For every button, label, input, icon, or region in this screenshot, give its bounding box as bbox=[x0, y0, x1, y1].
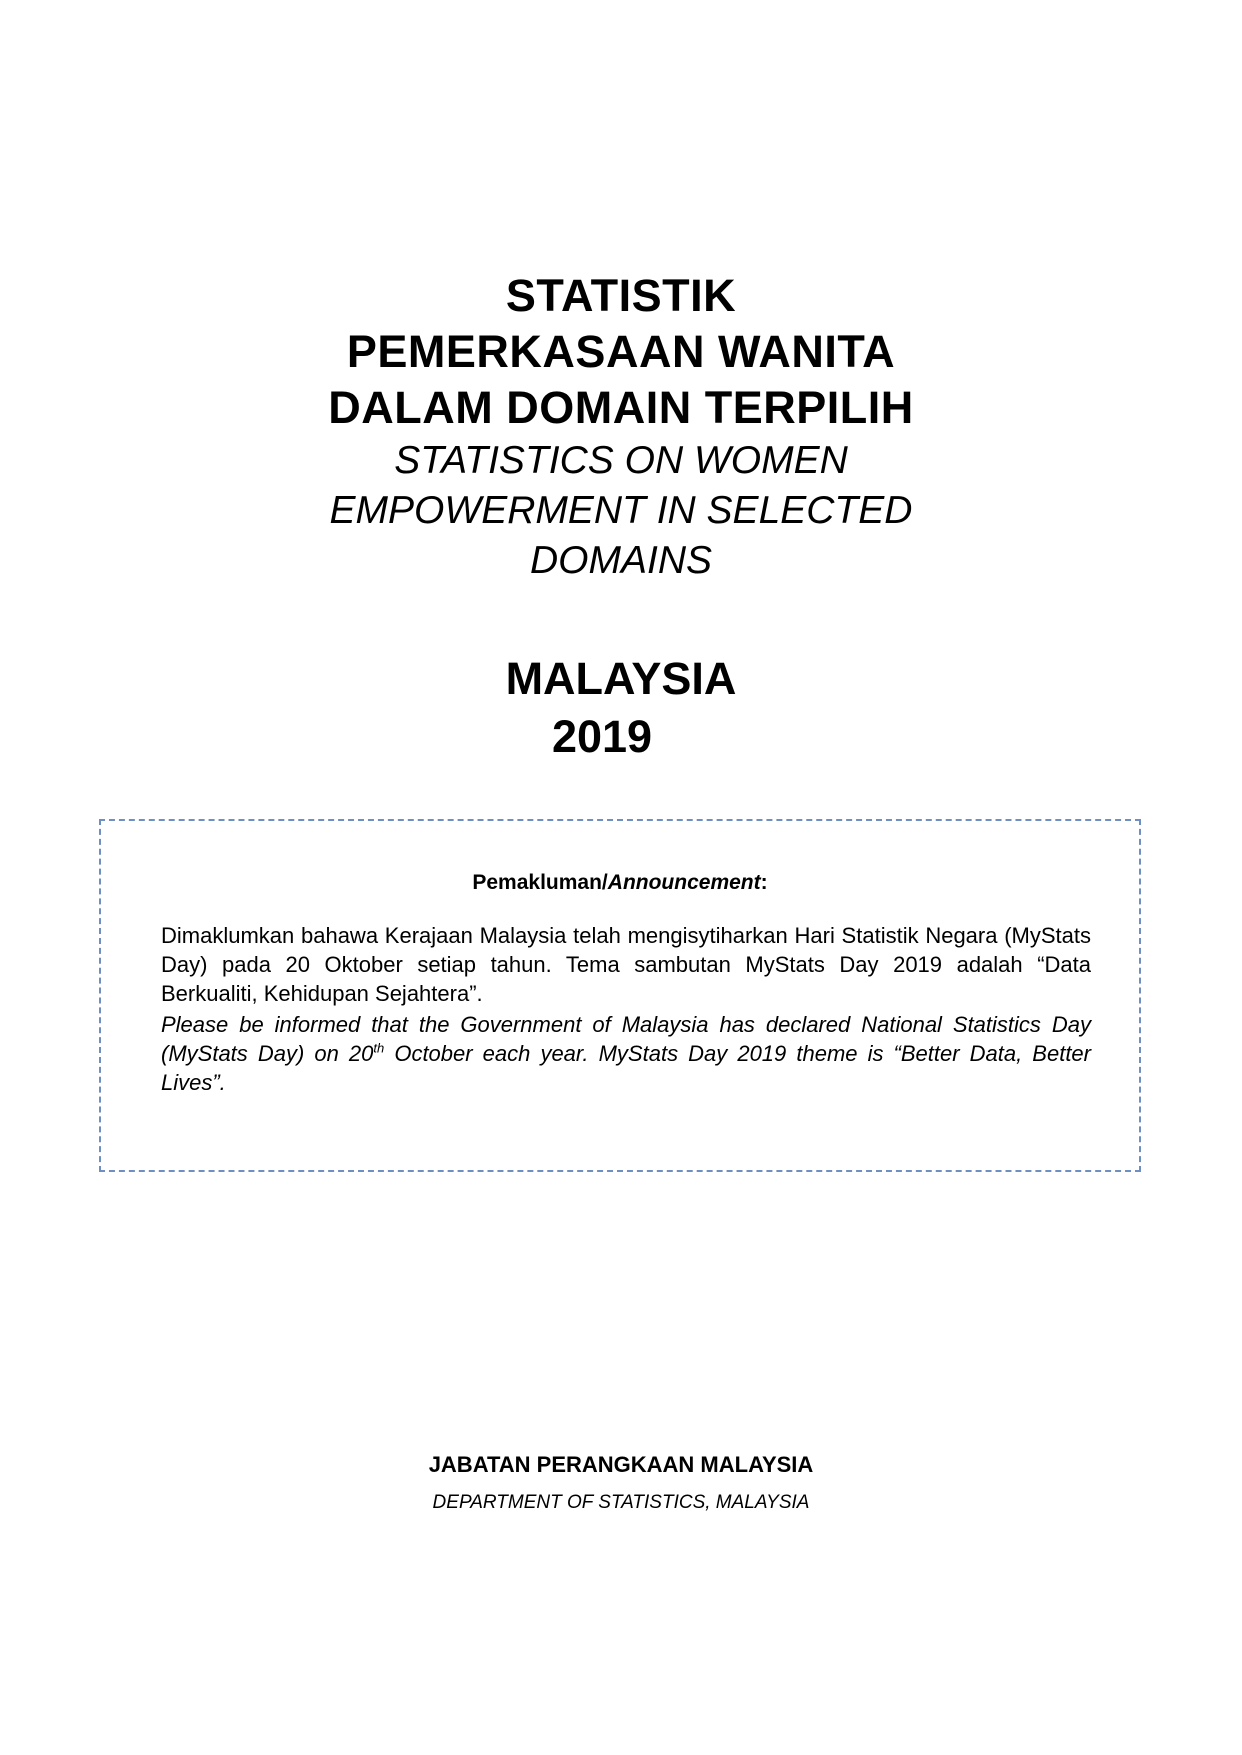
title-line-3: DALAM DOMAIN TERPILIH bbox=[328, 382, 914, 433]
agency-name-ms: JABATAN PERANGKAAN MALAYSIA bbox=[428, 1452, 814, 1477]
agency-name-en: DEPARTMENT OF STATISTICS, MALAYSIA bbox=[432, 1492, 810, 1513]
subtitle-line-3: DOMAINS bbox=[529, 539, 712, 582]
title-line-1: STATISTIK bbox=[505, 270, 737, 321]
publisher-footer bbox=[0, 1450, 1242, 1518]
announcement-text-en bbox=[161, 1010, 1091, 1097]
cover-title-block bbox=[0, 268, 1242, 586]
year-label: 2019 bbox=[551, 711, 653, 762]
subtitle-line-1: STATISTICS ON WOMEN bbox=[394, 439, 848, 482]
announcement-box bbox=[99, 819, 1141, 1172]
announcement-text-en-part1: Please be informed that the Government of Malaysia has declared National Statistics Day (MyStats Day) on 20 bbox=[161, 1012, 1091, 1066]
ordinal-suffix: th bbox=[373, 1040, 385, 1056]
country-label: MALAYSIA bbox=[505, 653, 737, 704]
announcement-heading bbox=[101, 871, 1139, 895]
announcement-heading-colon: : bbox=[760, 871, 768, 894]
country-year-block bbox=[0, 650, 1242, 766]
subtitle-line-2: EMPOWERMENT IN SELECTED bbox=[329, 489, 913, 532]
announcement-heading-en: Announcement bbox=[607, 871, 761, 894]
announcement-text-en-part2: October each year. MyStats Day 2019 theme is “Better Data, Better Lives”. bbox=[161, 1041, 1091, 1095]
announcement-text-ms: Dimaklumkan bahawa Kerajaan Malaysia telah mengisytiharkan Hari Statistik Negara (MyStats Day) pada 20 Oktober setiap tahun. Tema sambutan MyStats Day 2019 adalah “Data Berkualiti, Kehidupan Sejahtera”. bbox=[161, 923, 1091, 1006]
announcement-heading-ms: Pemakluman/ bbox=[472, 871, 608, 894]
title-line-2: PEMERKASAAN WANITA bbox=[346, 326, 896, 377]
